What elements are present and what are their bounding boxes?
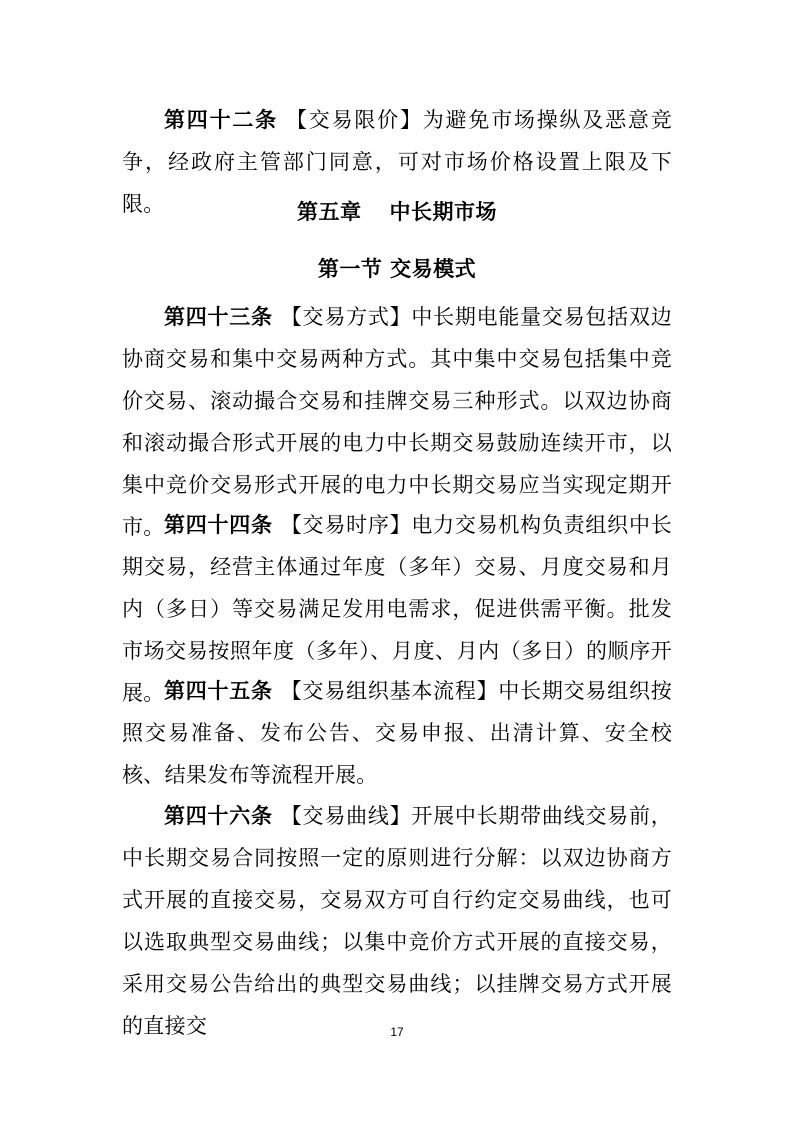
article-text: 电力交易机构负责组织中长期交易，经营主体通过年度（多年）交易、月度交易和月内（多日）等交易满足发用电需求，促进供需平衡。批发市场交易按照年度（多年）、月度、月内（多日）的顺序开展。 (122, 513, 672, 705)
article-title: 【交易时序】 (280, 513, 412, 537)
article-title: 【交易方式】 (280, 305, 412, 329)
article-number: 第四十六条 (164, 804, 273, 828)
article-45 (122, 670, 672, 796)
article-text: 为避免市场操纵及恶意竞争，经政府主管部门同意，可对市场价格设置上限及下限。 (122, 108, 672, 216)
section-heading: 第一节 交易模式 (317, 257, 477, 281)
chapter-number: 第五章 (297, 200, 362, 224)
chapter-title: 中长期市场 (389, 200, 497, 224)
article-title: 【交易曲线】 (280, 804, 412, 828)
article-number: 第四十四条 (164, 513, 273, 537)
article-title: 【交易组织基本流程】 (280, 679, 499, 703)
article-text: 中长期交易组织按照交易准备、发布公告、交易申报、出清计算、安全校核、结果发布等流程开展。 (122, 679, 673, 787)
article-46 (122, 795, 672, 1047)
article-title: 【交易限价】 (285, 108, 423, 132)
article-number: 第四十五条 (164, 679, 273, 703)
page-number: 17 (390, 1025, 404, 1039)
chapter-heading (122, 191, 672, 233)
article-number: 第四十三条 (164, 305, 273, 329)
article-number: 第四十二条 (164, 108, 278, 132)
article-text: 开展中长期带曲线交易前，中长期交易合同按照一定的原则进行分解：以双边协商方式开展的直接交易，交易双方可自行约定交易曲线，也可以选取典型交易曲线；以集中竞价方式开展的直接交易，采用交易公告给出的典型交易曲线；以挂牌交易方式开展的直接交 (122, 804, 672, 1038)
article-text: 中长期电能量交易包括双边协商交易和集中交易两种方式。其中集中交易包括集中竞价交易、滚动撮合交易和挂牌交易三种形式。以双边协商和滚动撮合形式开展的电力中长期交易鼓励连续开市，以集中竞价交易形式开展的电力中长期交易应当实现定期开市。 (122, 305, 672, 539)
